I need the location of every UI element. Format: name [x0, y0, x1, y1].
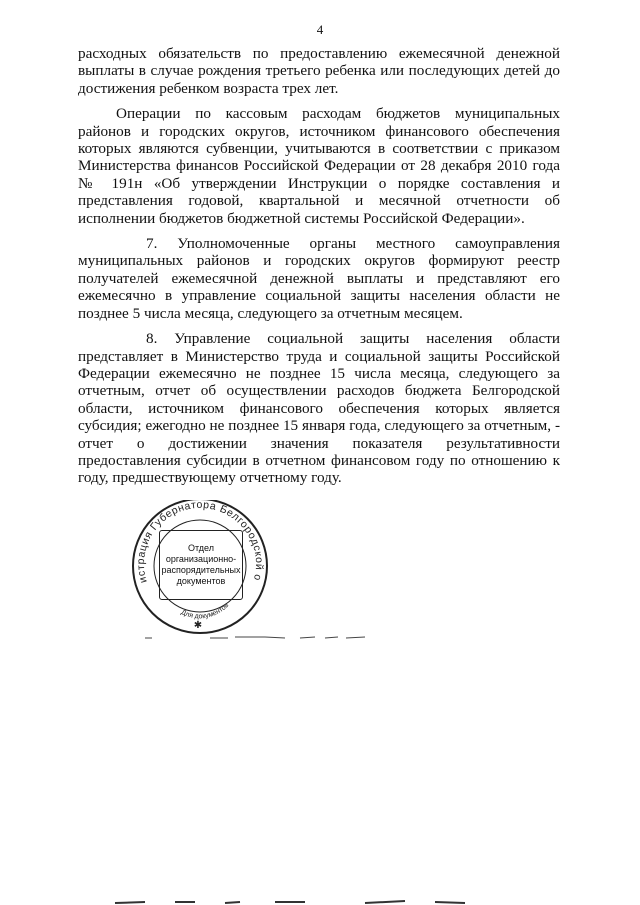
page-number: 4 [316, 22, 324, 37]
paragraph-cash-operations: Операции по кассовым расходам бюджетов муниципальных районов и городских округов, источником финансового обеспечения которых являются субвенции, учитываются в соответствии с приказом Министерства финансов Российской Федерации от 28 декабря 2010 года № 191н «Об утверждении Инструкции о порядке составления и представления годовой, квартальной и месячной отчетности об исполнении бюджетов бюджетной системы Российской Федерации». [78, 105, 560, 227]
official-stamp [125, 500, 275, 640]
bottom-scan-marks [105, 896, 505, 905]
stamp-line-3: распорядительных [161, 565, 241, 575]
paragraph-item-7: 7. Уполномоченные органы местного самоуправления муниципальных районов и городских округов формируют реестр получателей ежемесячной денежной выплаты и представляют его ежемесячно в управление социальной защиты населения области не позднее 5 числа месяца, следующего за отчетным месяцем. [78, 235, 560, 322]
stamp-inner-box [159, 530, 243, 600]
signature-line-marks [140, 632, 370, 642]
stamp-outer-text: истрация Губернатора Белгородской о [134, 500, 266, 585]
star-icon: ✱ [193, 620, 203, 631]
svg-text:Для документов [180, 602, 231, 621]
document-body [78, 45, 560, 495]
paragraph-continuation: расходных обязательств по предоставлению ежемесячной денежной выплаты в случае рождения третьего ребенка или последующих детей до достижения ребенком возраста трех лет. [78, 45, 560, 97]
stamp-line-2: организационно- [165, 554, 237, 564]
stamp-line-4: документов [176, 576, 226, 586]
stamp-line-1: Отдел [187, 543, 215, 553]
stamp-bottom-text: Для документов [179, 601, 231, 621]
paragraph-item-8: 8. Управление социальной защиты населения области представляет в Министерство труда и социальной защиты Российской Федерации ежемесячно не позднее 15 числа месяца, следующего за отчетным, отчет об осуществлении расходов бюджета Белгородской области, источником финансового обеспечения которых является субсидия; ежегодно не позднее 15 января года, следующего за отчетным, - отчет о достижении значения показателя результативности предоставления субсидии в отчетном финансовом году по отношению к году, предшествующему отчетному году. [78, 330, 560, 487]
